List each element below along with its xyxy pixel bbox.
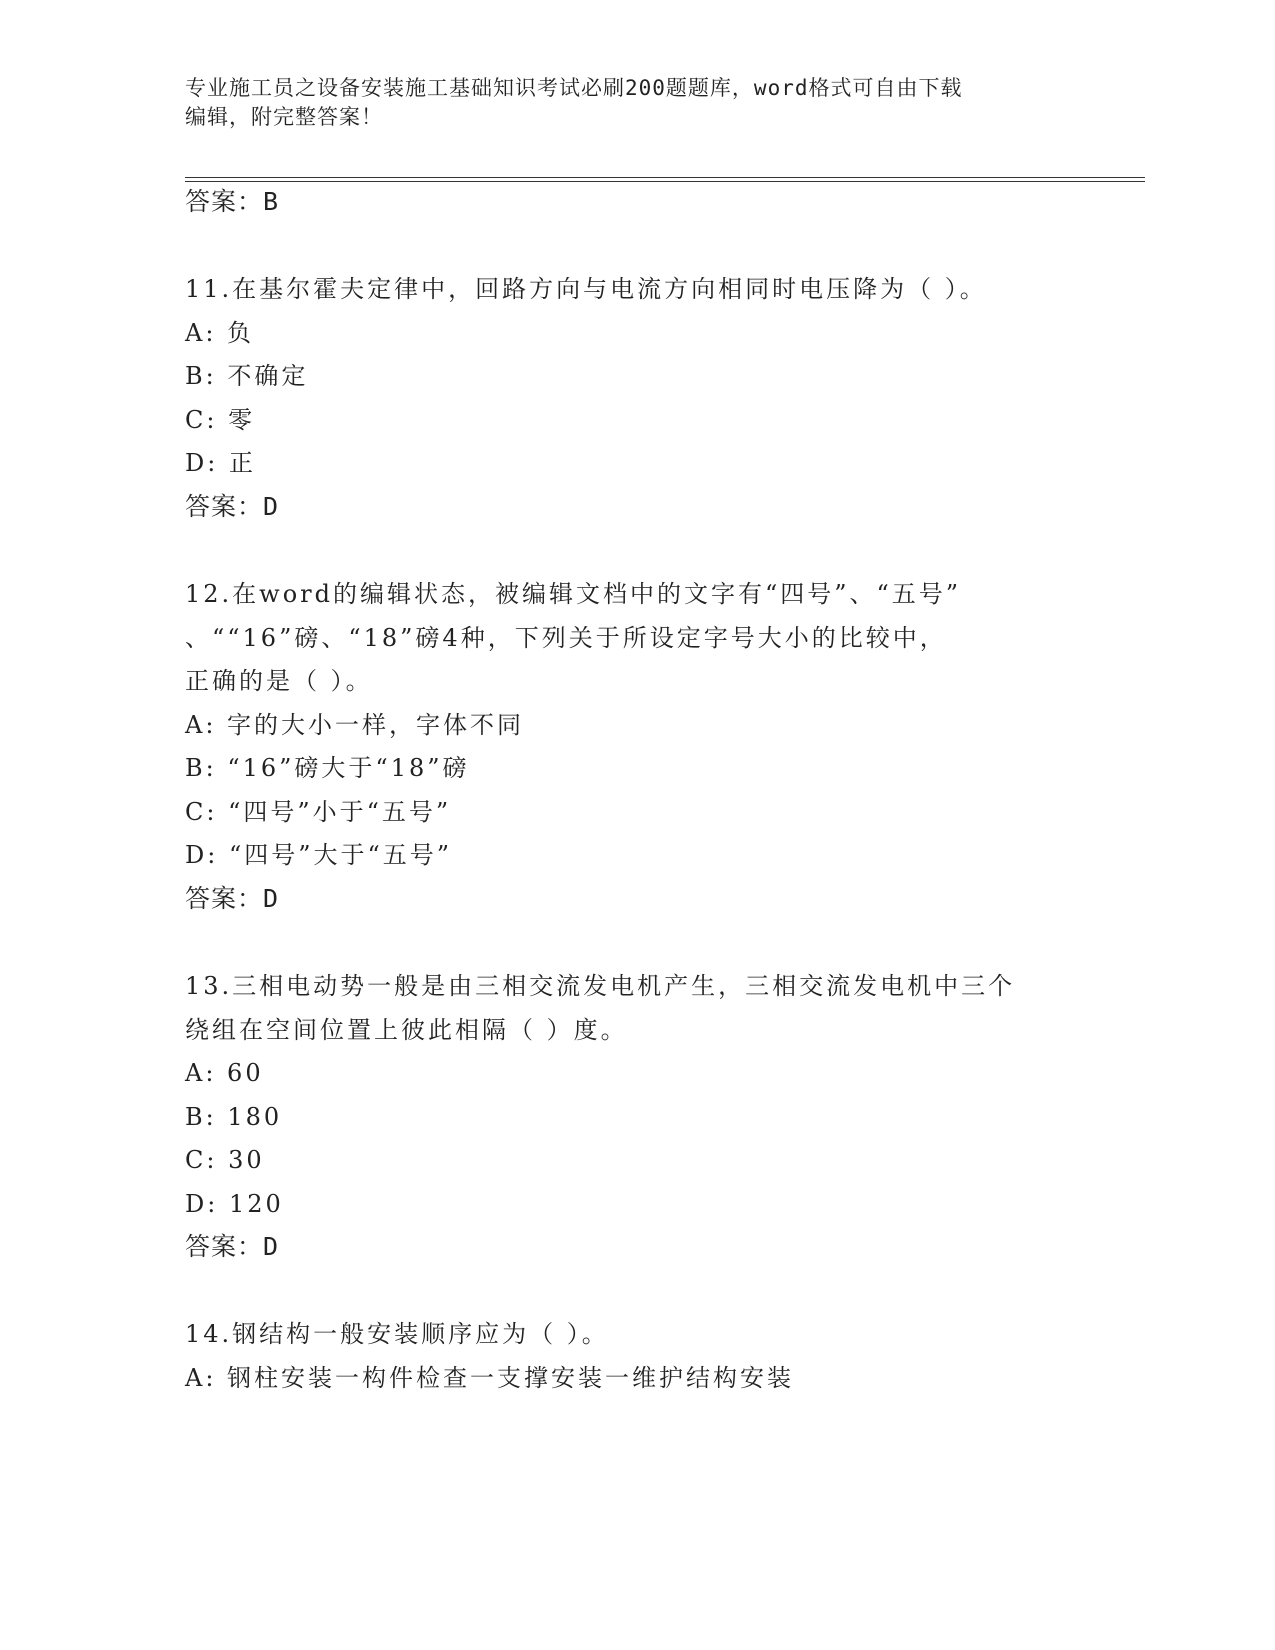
question-11-option-d: D: 正: [185, 449, 256, 477]
question-13-option-d: D: 120: [185, 1190, 284, 1218]
question-12-stem-line-3: 正确的是（ ）。: [185, 667, 373, 695]
question-12-option-b: B: “16”磅大于“18”磅: [185, 754, 470, 782]
header-divider-top: [185, 177, 1145, 178]
question-12-stem-line-2: 、““16”磅、“18”磅4种，下列关于所设定字号大小的比较中，: [185, 624, 947, 652]
page-header: [185, 74, 1065, 132]
answer-line: 答案：B: [185, 187, 280, 216]
header-divider-bottom: [185, 181, 1145, 182]
question-12-option-a: A: 字的大小一样，字体不同: [185, 711, 525, 739]
question-11-option-b: B: 不确定: [185, 362, 309, 390]
question-13-answer: 答案：D: [185, 1232, 280, 1261]
question-12-answer: 答案：D: [185, 884, 280, 913]
question-11-option-c: C: 零: [185, 406, 256, 434]
question-13-stem-line-2: 绕组在空间位置上彼此相隔（ ）度。: [185, 1016, 628, 1044]
question-11-stem: 11.在基尔霍夫定律中，回路方向与电流方向相同时电压降为（ ）。: [185, 275, 987, 303]
question-12-stem-line-1: 12.在word的编辑状态，被编辑文档中的文字有“四号”、“五号”: [185, 580, 962, 608]
question-11-option-a: A: 负: [185, 319, 255, 347]
question-11-answer: 答案：D: [185, 492, 280, 521]
question-12-option-d: D: “四号”大于“五号”: [185, 841, 453, 869]
question-14-option-a: A: 钢柱安装一构件检查一支撑安装一维护结构安装: [185, 1364, 795, 1392]
question-13-option-b: B: 180: [185, 1103, 283, 1131]
header-line-1: 专业施工员之设备安装施工基础知识考试必刷200题题库，word格式可自由下载: [185, 76, 963, 100]
question-13-option-a: A: 60: [185, 1059, 264, 1087]
question-14-stem: 14.钢结构一般安装顺序应为（ ）。: [185, 1320, 609, 1348]
header-line-2: 编辑，附完整答案！: [185, 105, 383, 129]
question-12-option-c: C: “四号”小于“五号”: [185, 798, 452, 826]
question-13-option-c: C: 30: [185, 1146, 265, 1174]
question-13-stem-line-1: 13.三相电动势一般是由三相交流发电机产生，三相交流发电机中三个: [185, 972, 1016, 1000]
